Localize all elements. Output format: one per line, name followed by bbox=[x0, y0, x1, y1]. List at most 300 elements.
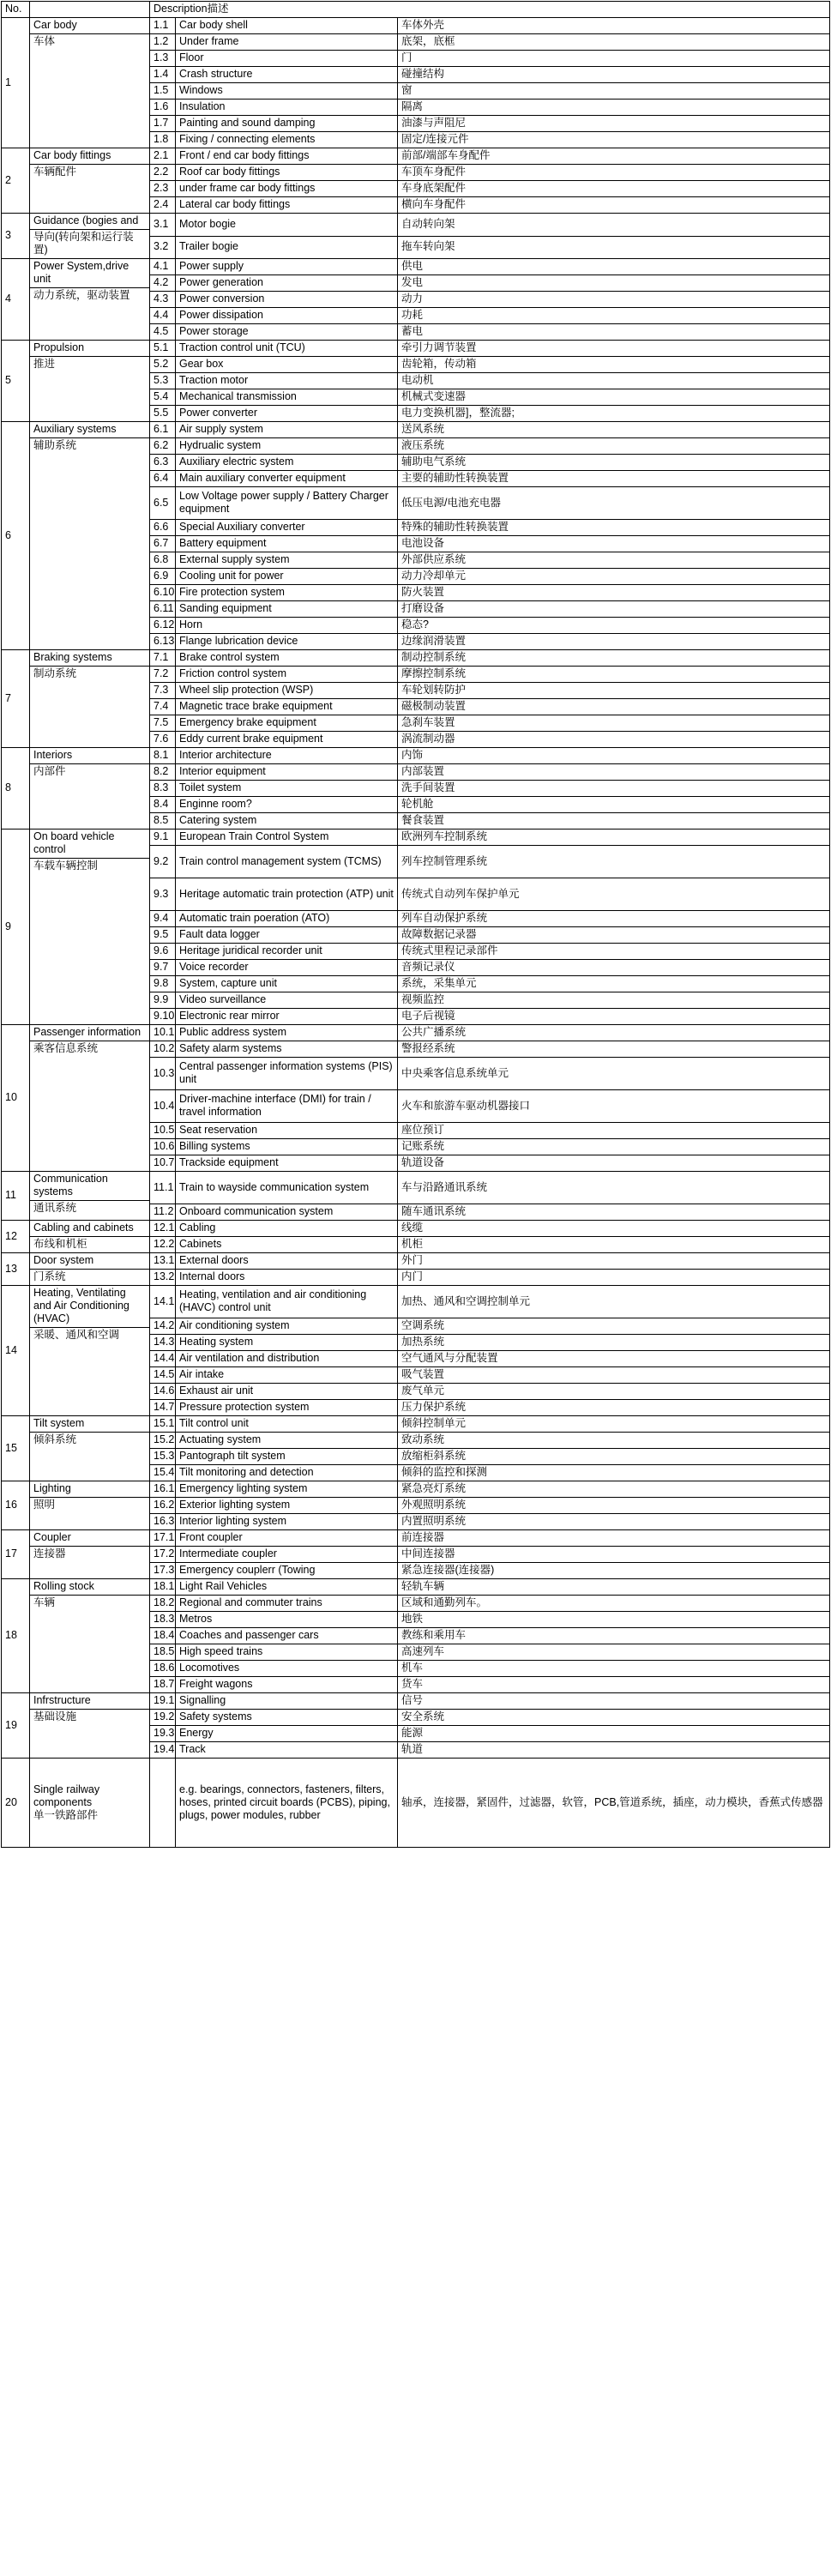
description-cell: Windows bbox=[176, 83, 398, 100]
sub-number-cell: 4.1 bbox=[150, 259, 176, 275]
description-cn-cell: 固定/连接元件 bbox=[398, 132, 830, 148]
description-cell: Main auxiliary converter equipment bbox=[176, 471, 398, 487]
description-cell: Electronic rear mirror bbox=[176, 1009, 398, 1025]
group-name-cn: 基础设施 bbox=[33, 1710, 77, 1722]
sub-number-cell: 5.2 bbox=[150, 357, 176, 373]
group-name-en: Coupler bbox=[30, 1530, 149, 1547]
description-cell: Toilet system bbox=[176, 781, 398, 797]
sub-number-cell: 5.5 bbox=[150, 406, 176, 422]
description-cell: Battery equipment bbox=[176, 536, 398, 552]
sub-number-cell: 2.2 bbox=[150, 165, 176, 181]
description-cell: Air conditioning system bbox=[176, 1318, 398, 1335]
sub-number-cell: 18.2 bbox=[150, 1596, 176, 1612]
group-name-en: Auxiliary systems bbox=[30, 422, 149, 438]
group-name-cell bbox=[30, 1481, 150, 1530]
group-name-cn: 车辆 bbox=[33, 1596, 56, 1608]
description-cn-cell: 洗手间装置 bbox=[398, 781, 830, 797]
railway-breakdown-table bbox=[1, 1, 830, 1848]
table-row bbox=[2, 148, 830, 165]
description-cell: Voice recorder bbox=[176, 960, 398, 976]
description-cell: Low Voltage power supply / Battery Charger equipment bbox=[176, 487, 398, 520]
sub-number-cell: 1.3 bbox=[150, 51, 176, 67]
description-cn-cell: 高速列车 bbox=[398, 1644, 830, 1661]
description-cell: Automatic train poeration (ATO) bbox=[176, 911, 398, 927]
group-name-en: Braking systems bbox=[30, 650, 149, 667]
description-cn-cell: 倾斜的监控和探测 bbox=[398, 1465, 830, 1481]
description-cell: Actuating system bbox=[176, 1433, 398, 1449]
description-cell: Interior architecture bbox=[176, 748, 398, 764]
description-cell: External supply system bbox=[176, 552, 398, 569]
description-cn-cell: 磁极制动装置 bbox=[398, 699, 830, 715]
description-cell: Tilt monitoring and detection bbox=[176, 1465, 398, 1481]
description-cell: Power supply bbox=[176, 259, 398, 275]
group-name-en: Guidance (bogies and bbox=[30, 214, 149, 230]
row-number-cell: 15 bbox=[2, 1416, 30, 1481]
description-cn-cell: 能源 bbox=[398, 1726, 830, 1742]
description-cell: Trackside equipment bbox=[176, 1155, 398, 1172]
description-cn-cell: 外观照明系统 bbox=[398, 1498, 830, 1514]
group-name-cell bbox=[30, 748, 150, 830]
sub-number-cell: 6.1 bbox=[150, 422, 176, 438]
description-cn-cell: 火车和旅游车驱动机器接口 bbox=[398, 1090, 830, 1123]
description-cn-cell: 摩擦控制系统 bbox=[398, 667, 830, 683]
description-cn-cell: 电动机 bbox=[398, 373, 830, 389]
sub-number-cell: 4.5 bbox=[150, 324, 176, 341]
sub-number-cell: 1.8 bbox=[150, 132, 176, 148]
description-cell: Power converter bbox=[176, 406, 398, 422]
description-cn-cell: 压力保护系统 bbox=[398, 1400, 830, 1416]
group-name-en: Heating, Ventilating and Air Conditioning (HVAC) bbox=[30, 1286, 149, 1328]
description-cn-cell: 油漆与声阻尼 bbox=[398, 116, 830, 132]
group-name-cn: 导向(转向架和运行装置) bbox=[33, 231, 134, 256]
description-cn-cell: 急刹车装置 bbox=[398, 715, 830, 732]
description-cn-cell: 餐食装置 bbox=[398, 813, 830, 830]
description-cn-cell: 列车控制管理系统 bbox=[398, 846, 830, 878]
group-name-cn: 采暖、通风和空调 bbox=[33, 1329, 120, 1341]
sub-number-cell: 19.4 bbox=[150, 1742, 176, 1759]
description-cell: Emergency couplerr (Towing bbox=[176, 1563, 398, 1579]
description-cn-cell: 中央乘客信息系统单元 bbox=[398, 1058, 830, 1090]
sub-number-cell: 2.1 bbox=[150, 148, 176, 165]
description-cell: Power dissipation bbox=[176, 308, 398, 324]
sub-number-cell: 6.10 bbox=[150, 585, 176, 601]
description-cell: Metros bbox=[176, 1612, 398, 1628]
sub-number-cell: 19.2 bbox=[150, 1710, 176, 1726]
row-number-cell: 18 bbox=[2, 1579, 30, 1693]
group-name-cell bbox=[30, 18, 150, 148]
sub-number-cell: 6.8 bbox=[150, 552, 176, 569]
description-cell: Air ventilation and distribution bbox=[176, 1351, 398, 1367]
sub-number-cell: 9.8 bbox=[150, 976, 176, 992]
description-cn-cell: 防火装置 bbox=[398, 585, 830, 601]
sub-number-cell: 1.6 bbox=[150, 100, 176, 116]
sub-number-cell: 9.5 bbox=[150, 927, 176, 944]
description-cn-cell: 安全系统 bbox=[398, 1710, 830, 1726]
description-cn-cell: 边缘润滑装置 bbox=[398, 634, 830, 650]
description-cell: Under frame bbox=[176, 34, 398, 51]
sub-number-cell: 11.1 bbox=[150, 1172, 176, 1204]
row-number-cell: 4 bbox=[2, 259, 30, 341]
sub-number-cell: 10.7 bbox=[150, 1155, 176, 1172]
sub-number-cell: 6.5 bbox=[150, 487, 176, 520]
group-name-cell bbox=[30, 650, 150, 748]
group-name-cell bbox=[30, 259, 150, 341]
description-cell: Car body shell bbox=[176, 18, 398, 34]
description-cell: Interior equipment bbox=[176, 764, 398, 781]
description-cell: Trailer bogie bbox=[176, 236, 398, 259]
sub-number-cell: 14.7 bbox=[150, 1400, 176, 1416]
description-cn-cell: 稳态? bbox=[398, 618, 830, 634]
description-cell: Roof car body fittings bbox=[176, 165, 398, 181]
row-number-cell: 2 bbox=[2, 148, 30, 214]
sub-number-cell: 4.2 bbox=[150, 275, 176, 292]
sub-number-cell: 7.3 bbox=[150, 683, 176, 699]
description-cn-cell: 车顶车身配件 bbox=[398, 165, 830, 181]
sub-number-cell: 6.7 bbox=[150, 536, 176, 552]
description-cell: Traction motor bbox=[176, 373, 398, 389]
sub-number-cell: 7.2 bbox=[150, 667, 176, 683]
group-name-cell bbox=[30, 1025, 150, 1172]
row-number-cell: 14 bbox=[2, 1286, 30, 1416]
description-cell: Flange lubrication device bbox=[176, 634, 398, 650]
group-name-en: Rolling stock bbox=[30, 1579, 149, 1596]
sub-number-cell: 11.2 bbox=[150, 1204, 176, 1221]
row-number-cell: 16 bbox=[2, 1481, 30, 1530]
sub-number-cell: 18.4 bbox=[150, 1628, 176, 1644]
sub-number-cell: 7.1 bbox=[150, 650, 176, 667]
description-cell: Cabinets bbox=[176, 1237, 398, 1253]
group-name-cell bbox=[30, 1172, 150, 1221]
description-cn-cell: 功耗 bbox=[398, 308, 830, 324]
description-cn-cell: 列车自动保护系统 bbox=[398, 911, 830, 927]
description-cn-cell: 警报经系统 bbox=[398, 1041, 830, 1058]
description-cn-cell: 电子后视镜 bbox=[398, 1009, 830, 1025]
table-row bbox=[2, 1416, 830, 1433]
sub-number-cell: 19.3 bbox=[150, 1726, 176, 1742]
sub-number-cell: 17.3 bbox=[150, 1563, 176, 1579]
sub-number-cell: 10.6 bbox=[150, 1139, 176, 1155]
row-number-cell: 1 bbox=[2, 18, 30, 148]
description-cn-cell: 机柜 bbox=[398, 1237, 830, 1253]
description-cell: Auxiliary electric system bbox=[176, 455, 398, 471]
description-cell: Mechanical transmission bbox=[176, 389, 398, 406]
description-cell: Fire protection system bbox=[176, 585, 398, 601]
description-cn-cell: 内部装置 bbox=[398, 764, 830, 781]
group-name-en: Passenger information bbox=[30, 1025, 149, 1041]
group-name-en: Door system bbox=[30, 1253, 149, 1270]
group-name-cn: 车体 bbox=[33, 35, 56, 47]
sub-number-cell: 2.3 bbox=[150, 181, 176, 197]
description-cell: Traction control unit (TCU) bbox=[176, 341, 398, 357]
description-cell: Crash structure bbox=[176, 67, 398, 83]
description-cn-cell: 动力冷却单元 bbox=[398, 569, 830, 585]
row-number-cell: 11 bbox=[2, 1172, 30, 1221]
sub-number-cell: 8.1 bbox=[150, 748, 176, 764]
description-cell: Motor bogie bbox=[176, 214, 398, 237]
description-cell: Billing systems bbox=[176, 1139, 398, 1155]
table-row bbox=[2, 830, 830, 846]
description-cell: Intermediate coupler bbox=[176, 1547, 398, 1563]
group-name-cell bbox=[30, 1221, 150, 1253]
description-cn-cell: 区域和通勤列车。 bbox=[398, 1596, 830, 1612]
sub-number-cell: 14.1 bbox=[150, 1286, 176, 1318]
table-row bbox=[2, 1530, 830, 1547]
description-cell: Air intake bbox=[176, 1367, 398, 1384]
description-cell: Enginne room? bbox=[176, 797, 398, 813]
description-cn-cell: 教练和乘用车 bbox=[398, 1628, 830, 1644]
sub-number-cell: 13.2 bbox=[150, 1270, 176, 1286]
description-cn-cell: 外部供应系统 bbox=[398, 552, 830, 569]
group-name-cn: 车载车辆控制 bbox=[33, 860, 99, 872]
table-row bbox=[2, 422, 830, 438]
group-name-cn: 乘客信息系统 bbox=[33, 1042, 99, 1054]
description-cell: Central passenger information systems (PIS) unit bbox=[176, 1058, 398, 1090]
group-name-cell bbox=[30, 830, 150, 1025]
group-name-cn: 内部件 bbox=[33, 765, 66, 777]
sub-number-cell: 10.3 bbox=[150, 1058, 176, 1090]
description-cell: Cooling unit for power bbox=[176, 569, 398, 585]
group-name-cn: 照明 bbox=[33, 1499, 56, 1511]
sub-number-cell: 14.6 bbox=[150, 1384, 176, 1400]
description-cell: Cabling bbox=[176, 1221, 398, 1237]
description-cn-cell: 门 bbox=[398, 51, 830, 67]
sub-number-cell: 8.3 bbox=[150, 781, 176, 797]
sub-number-cell: 9.10 bbox=[150, 1009, 176, 1025]
description-cell: Lateral car body fittings bbox=[176, 197, 398, 214]
sub-number-cell: 15.3 bbox=[150, 1449, 176, 1465]
sub-number-cell: 6.4 bbox=[150, 471, 176, 487]
description-cell: Power storage bbox=[176, 324, 398, 341]
description-cn-cell: 加热系统 bbox=[398, 1335, 830, 1351]
description-cn-cell: 轴承，连接器，紧固件，过滤器，软管，PCB,管道系统，插座，动力模块，香蕉式传感器 bbox=[398, 1759, 830, 1848]
description-cn-cell: 放缩柜斜系统 bbox=[398, 1449, 830, 1465]
sub-number-cell: 18.1 bbox=[150, 1579, 176, 1596]
description-cell: Friction control system bbox=[176, 667, 398, 683]
header-cell-no: No. bbox=[2, 2, 30, 18]
description-cell: Tilt control unit bbox=[176, 1416, 398, 1433]
description-cn-cell: 中间连接器 bbox=[398, 1547, 830, 1563]
description-cell: Signalling bbox=[176, 1693, 398, 1710]
description-cell: Heritage juridical recorder unit bbox=[176, 944, 398, 960]
description-cell: Gear box bbox=[176, 357, 398, 373]
row-number-cell: 13 bbox=[2, 1253, 30, 1286]
group-name-en: On board vehicle control bbox=[30, 830, 149, 859]
table-row bbox=[2, 214, 830, 237]
sub-number-cell: 16.3 bbox=[150, 1514, 176, 1530]
table-row bbox=[2, 1221, 830, 1237]
group-name-cell bbox=[30, 1579, 150, 1693]
group-name-cell bbox=[30, 1530, 150, 1579]
description-cell: Fixing / connecting elements bbox=[176, 132, 398, 148]
description-cn-cell: 随车通讯系统 bbox=[398, 1204, 830, 1221]
sub-number-cell: 14.5 bbox=[150, 1367, 176, 1384]
sub-number-cell: 19.1 bbox=[150, 1693, 176, 1710]
group-name-en: Power System,drive unit bbox=[30, 259, 149, 288]
description-cn-cell: 紧急亮灯系统 bbox=[398, 1481, 830, 1498]
description-cell: Insulation bbox=[176, 100, 398, 116]
sub-number-cell: 9.3 bbox=[150, 878, 176, 911]
description-cn-cell: 欧洲列车控制系统 bbox=[398, 830, 830, 846]
sub-number-cell: 18.5 bbox=[150, 1644, 176, 1661]
group-name-en: Car body fittings bbox=[30, 148, 149, 165]
description-cn-cell: 致动系统 bbox=[398, 1433, 830, 1449]
description-cn-cell: 前部/端部车身配件 bbox=[398, 148, 830, 165]
sub-number-cell: 3.2 bbox=[150, 236, 176, 259]
description-cell: Heating system bbox=[176, 1335, 398, 1351]
description-cell: Interior lighting system bbox=[176, 1514, 398, 1530]
description-cn-cell: 内门 bbox=[398, 1270, 830, 1286]
sub-number-cell: 10.1 bbox=[150, 1025, 176, 1041]
description-cn-cell: 电力变换机器]，整流器; bbox=[398, 406, 830, 422]
group-name-cell bbox=[30, 1253, 150, 1286]
group-name-cell bbox=[30, 1693, 150, 1759]
row-number-cell: 8 bbox=[2, 748, 30, 830]
table-row bbox=[2, 341, 830, 357]
table-row bbox=[2, 1693, 830, 1710]
description-cn-cell: 信号 bbox=[398, 1693, 830, 1710]
description-cn-cell: 动力 bbox=[398, 292, 830, 308]
sub-number-cell: 14.3 bbox=[150, 1335, 176, 1351]
description-cell: Wheel slip protection (WSP) bbox=[176, 683, 398, 699]
description-cn-cell: 车身底架配件 bbox=[398, 181, 830, 197]
table-row bbox=[2, 1025, 830, 1041]
description-cell: Driver-machine interface (DMI) for train / travel information bbox=[176, 1090, 398, 1123]
description-cn-cell: 自动转向架 bbox=[398, 214, 830, 237]
sub-number-cell: 14.4 bbox=[150, 1351, 176, 1367]
description-cn-cell: 传统式自动列车保护单元 bbox=[398, 878, 830, 911]
description-cn-cell: 液压系统 bbox=[398, 438, 830, 455]
sub-number-cell: 1.5 bbox=[150, 83, 176, 100]
table-row bbox=[2, 18, 830, 34]
group-name-cn: 布线和机柜 bbox=[33, 1238, 87, 1250]
group-name-en: Interiors bbox=[30, 748, 149, 764]
description-cn-cell: 底架，底框 bbox=[398, 34, 830, 51]
description-cell: Train control management system (TCMS) bbox=[176, 846, 398, 878]
description-cn-cell: 传统式里程记录部件 bbox=[398, 944, 830, 960]
sub-number-cell: 10.2 bbox=[150, 1041, 176, 1058]
description-cn-cell: 碰撞结构 bbox=[398, 67, 830, 83]
description-cell: Safety alarm systems bbox=[176, 1041, 398, 1058]
sub-number-cell: 18.7 bbox=[150, 1677, 176, 1693]
group-name-cn: 车辆配件 bbox=[33, 166, 77, 178]
description-cn-cell: 拖车转向架 bbox=[398, 236, 830, 259]
group-name-cn: 通讯系统 bbox=[33, 1202, 77, 1214]
table-row bbox=[2, 1286, 830, 1318]
description-cell: Front coupler bbox=[176, 1530, 398, 1547]
row-number-cell: 5 bbox=[2, 341, 30, 422]
table-row bbox=[2, 259, 830, 275]
sub-number-cell: 17.2 bbox=[150, 1547, 176, 1563]
row-number-cell: 19 bbox=[2, 1693, 30, 1759]
sub-number-cell: 1.2 bbox=[150, 34, 176, 51]
description-cell: Video surveillance bbox=[176, 992, 398, 1009]
description-cell: Safety systems bbox=[176, 1710, 398, 1726]
description-cell: Emergency lighting system bbox=[176, 1481, 398, 1498]
description-cn-cell: 主要的辅助性转换装置 bbox=[398, 471, 830, 487]
sub-number-cell: 10.5 bbox=[150, 1123, 176, 1139]
description-cn-cell: 轻轨车辆 bbox=[398, 1579, 830, 1596]
description-cell: Air supply system bbox=[176, 422, 398, 438]
table-row bbox=[2, 1579, 830, 1596]
description-cn-cell: 线缆 bbox=[398, 1221, 830, 1237]
sub-number-cell: 17.1 bbox=[150, 1530, 176, 1547]
description-cn-cell: 座位预订 bbox=[398, 1123, 830, 1139]
description-cn-cell: 公共广播系统 bbox=[398, 1025, 830, 1041]
group-name-cell bbox=[30, 422, 150, 650]
description-cell: Fault data logger bbox=[176, 927, 398, 944]
description-cell: Sanding equipment bbox=[176, 601, 398, 618]
description-cell: Seat reservation bbox=[176, 1123, 398, 1139]
group-name-cn: 动力系统，驱动装置 bbox=[33, 289, 130, 301]
table-row bbox=[2, 1481, 830, 1498]
sub-number-cell: 16.2 bbox=[150, 1498, 176, 1514]
group-name-cn: 门系统 bbox=[33, 1270, 66, 1282]
description-cell: e.g. bearings, connectors, fasteners, filters, hoses, printed circuit boards (PCBS), piping, plugs, power modules, rubber bbox=[176, 1759, 398, 1848]
description-cn-cell: 车轮划转防护 bbox=[398, 683, 830, 699]
sub-number-cell: 9.7 bbox=[150, 960, 176, 976]
description-cell: Floor bbox=[176, 51, 398, 67]
row-number-cell: 10 bbox=[2, 1025, 30, 1172]
description-cn-cell: 电池设备 bbox=[398, 536, 830, 552]
group-name-en: Cabling and cabinets bbox=[30, 1221, 149, 1237]
description-cn-cell: 齿轮箱，传动箱 bbox=[398, 357, 830, 373]
sub-number-cell: 15.2 bbox=[150, 1433, 176, 1449]
description-cn-cell: 空调系统 bbox=[398, 1318, 830, 1335]
description-cn-cell: 牵引力调节装置 bbox=[398, 341, 830, 357]
sub-number-cell: 7.4 bbox=[150, 699, 176, 715]
description-cn-cell: 车体外壳 bbox=[398, 18, 830, 34]
description-cn-cell: 低压电源/电池充电器 bbox=[398, 487, 830, 520]
group-name-cn: 推进 bbox=[33, 358, 56, 370]
sub-number-cell: 8.5 bbox=[150, 813, 176, 830]
description-cn-cell: 加热、通风和空调控制单元 bbox=[398, 1286, 830, 1318]
group-name-en: Communication systems bbox=[30, 1172, 149, 1201]
sub-number-cell: 13.1 bbox=[150, 1253, 176, 1270]
description-cn-cell: 打磨设备 bbox=[398, 601, 830, 618]
description-cn-cell: 隔离 bbox=[398, 100, 830, 116]
table-row bbox=[2, 650, 830, 667]
description-cn-cell: 送风系统 bbox=[398, 422, 830, 438]
description-cn-cell: 内置照明系统 bbox=[398, 1514, 830, 1530]
header-cell-description: Description描述 bbox=[150, 2, 830, 18]
description-cell: Magnetic trace brake equipment bbox=[176, 699, 398, 715]
sub-number-cell: 12.1 bbox=[150, 1221, 176, 1237]
sub-number-cell: 1.4 bbox=[150, 67, 176, 83]
description-cn-cell: 紧急连接器(连接器) bbox=[398, 1563, 830, 1579]
description-cn-cell: 倾斜控制单元 bbox=[398, 1416, 830, 1433]
group-name-cn: 连接器 bbox=[33, 1547, 66, 1559]
description-cell: Front / end car body fittings bbox=[176, 148, 398, 165]
description-cn-cell: 轨道设备 bbox=[398, 1155, 830, 1172]
sub-number-cell: 4.4 bbox=[150, 308, 176, 324]
table-row bbox=[2, 748, 830, 764]
description-cell: Coaches and passenger cars bbox=[176, 1628, 398, 1644]
sub-number-cell: 8.2 bbox=[150, 764, 176, 781]
description-cell: Painting and sound damping bbox=[176, 116, 398, 132]
description-cell: Hydrualic system bbox=[176, 438, 398, 455]
description-cell: Heating, ventilation and air conditioning (HAVC) control unit bbox=[176, 1286, 398, 1318]
description-cell: under frame car body fittings bbox=[176, 181, 398, 197]
description-cell: European Train Control System bbox=[176, 830, 398, 846]
sub-number-cell: 6.11 bbox=[150, 601, 176, 618]
description-cn-cell: 特殊的辅助性转换装置 bbox=[398, 520, 830, 536]
sub-number-cell: 15.4 bbox=[150, 1465, 176, 1481]
description-cell: Light Rail Vehicles bbox=[176, 1579, 398, 1596]
description-cell: Internal doors bbox=[176, 1270, 398, 1286]
description-cn-cell: 货车 bbox=[398, 1677, 830, 1693]
table-row bbox=[2, 1172, 830, 1204]
sub-number-cell: 6.13 bbox=[150, 634, 176, 650]
